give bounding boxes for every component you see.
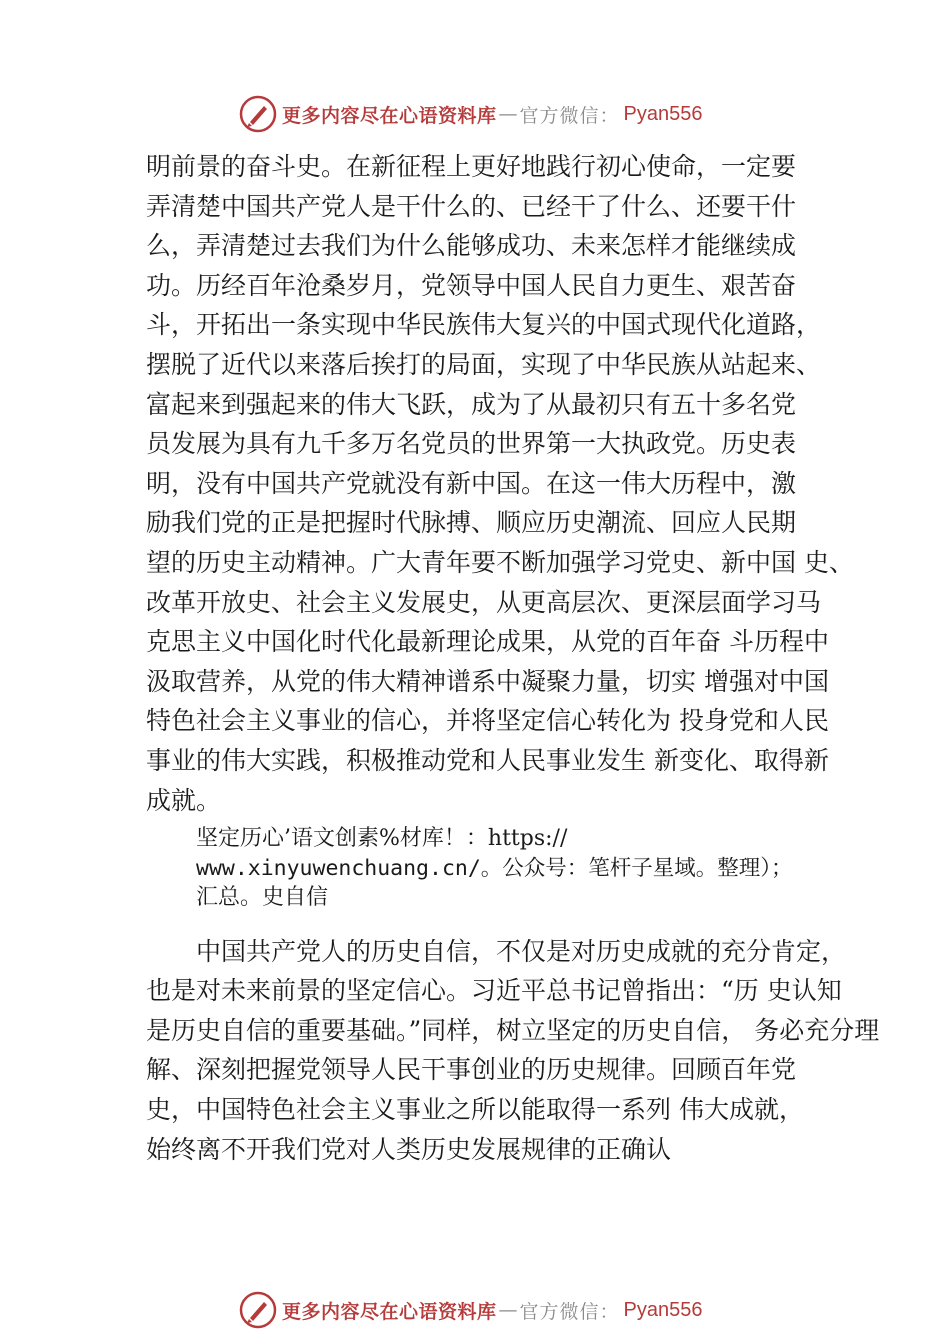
text-line: 克思主义中国化时代化最新理论成果，从党的百年奋 斗历程中	[146, 627, 829, 657]
text-line: 汲取营养，从党的伟大精神谱系中凝聚力量，切实 增强对中国	[146, 666, 829, 696]
text-line: 始终离不开我们党对人类历史发展规律的正确认	[146, 1134, 672, 1164]
text-line: 成就。	[146, 785, 222, 815]
banner-dash: —	[498, 103, 518, 125]
document-body	[146, 147, 880, 1169]
text-line: 是历史自信的重要基础。”同样，树立坚定的历史自信， 务必充分理	[146, 1015, 880, 1045]
banner-label: 官方微信：	[519, 1300, 620, 1323]
banner-handle: Pyan556	[623, 102, 703, 125]
banner-brand: 更多内容尽在心语资料库	[282, 1300, 497, 1323]
text-line: 也是对未来前景的坚定信心。习近平总书记曾指出：“历 史认知	[146, 976, 842, 1006]
text-line: 中国共产党人的历史自信，不仅是对历史成就的充分肯定，	[196, 936, 847, 966]
banner-label: 官方微信：	[519, 104, 620, 127]
text-line: 弄清楚中国共产党人是干什么的、已经干了什么、还要干什	[146, 191, 797, 221]
text-line: 事业的伟大实践，积极推动党和人民事业发生 新变化、取得新	[146, 745, 829, 775]
text-line: 功。历经百年沧桑岁月，党领导中国人民自力更生、艰苦奋	[146, 270, 797, 300]
text-line: 富起来到强起来的伟大飞跃，成为了从最初只有五十多名党	[146, 389, 797, 419]
section-heading	[146, 824, 866, 913]
heading-line: www.xinyuwenchuang.cn/。公众号：笔杆子星域。整理）；	[196, 855, 793, 881]
banner-handle: Pyan556	[623, 1298, 703, 1321]
text-line: 励我们党的正是把握时代脉搏、顺应历史潮流、回应人民期	[146, 508, 797, 538]
header-banner	[238, 94, 738, 134]
paragraph-1	[146, 147, 866, 820]
text-line: 改革开放史、社会主义发展史，从更高层次、更深层面学习马	[146, 587, 822, 617]
banner-brand: 更多内容尽在心语资料库	[282, 104, 497, 127]
text-line: 斗，开拓出一条实现中华民族伟大复兴的中国式现代化道路，	[146, 310, 822, 340]
text-line: 摆脱了近代以来落后挨打的局面，实现了中华民族从站起来、	[146, 349, 822, 379]
text-line: 特色社会主义事业的信心，并将坚定信心转化为 投身党和人民	[146, 706, 829, 736]
heading-line: 坚定历心’语文创素%材库！：https://	[196, 826, 568, 852]
heading-line: 汇总。史自信	[196, 885, 329, 911]
text-line: 明前景的奋斗史。在新征程上更好地践行初心使命，一定要	[146, 152, 797, 181]
text-line: 明，没有中国共产党就没有新中国。在这一伟大历程中，激	[146, 468, 797, 498]
text-line: 望的历史主动精神。广大青年要不断加强学习党史、新中国 史、	[146, 547, 854, 577]
text-line: 解、深刻把握党领导人民干事创业的历史规律。回顾百年党	[146, 1055, 797, 1085]
banner-dash: —	[498, 1299, 518, 1321]
paragraph-2	[146, 932, 880, 1170]
pen-logo-icon	[238, 94, 278, 134]
text-line: 员发展为具有九千多万名党员的世界第一大执政党。历史表	[146, 429, 797, 459]
pen-logo-icon	[238, 1290, 278, 1330]
footer-banner	[238, 1290, 738, 1330]
text-line: 么，弄清楚过去我们为什么能够成功、未来怎样才能继续成	[146, 231, 797, 261]
text-line: 史，中国特色社会主义事业之所以能取得一系列 伟大成就，	[146, 1094, 804, 1124]
